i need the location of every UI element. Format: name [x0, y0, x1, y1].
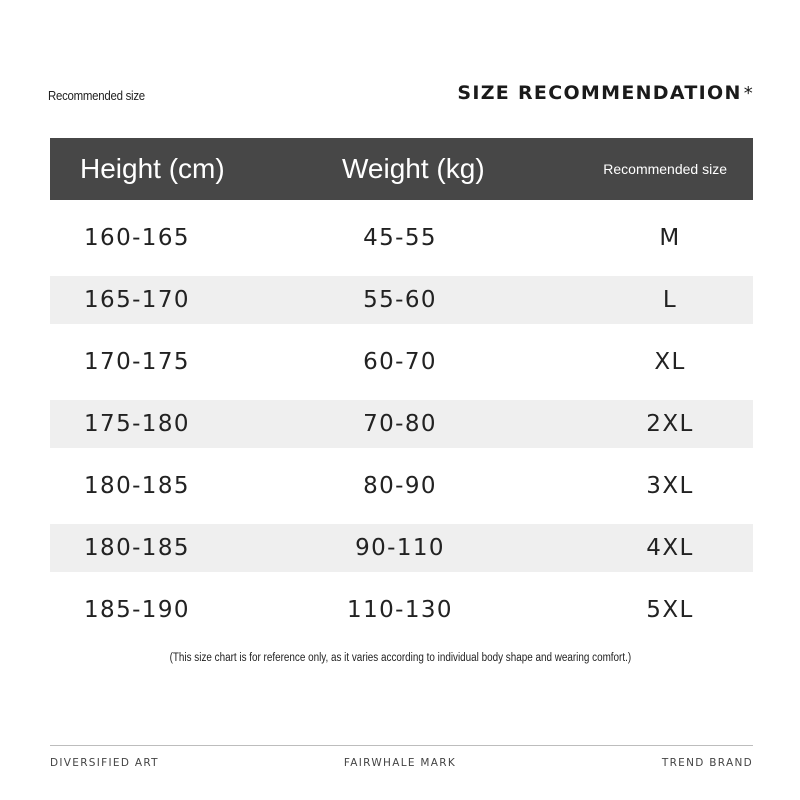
table-row: [50, 586, 753, 634]
cell-height: 180-185: [84, 473, 190, 499]
table-body: [50, 214, 753, 634]
cell-weight: 45-55: [363, 225, 437, 251]
cell-weight: 110-130: [347, 597, 453, 623]
title-asterisk: *: [743, 83, 754, 104]
cell-size: M: [659, 225, 681, 251]
cell-size: 3XL: [646, 473, 694, 499]
footer-center-text: FAIRWHALE MARK: [343, 757, 457, 769]
cell-size: L: [662, 287, 678, 313]
table-header: [50, 138, 753, 200]
table-row: [50, 214, 753, 262]
cell-size: 5XL: [646, 597, 694, 623]
cell-height: 180-185: [84, 535, 190, 561]
cell-height: 160-165: [84, 225, 190, 251]
cell-height: 165-170: [84, 287, 190, 313]
cell-height: 185-190: [84, 597, 190, 623]
table-row: [50, 462, 753, 510]
page-title: [457, 82, 754, 104]
column-header-weight: Weight (kg): [342, 153, 485, 184]
table-row: [50, 276, 753, 324]
cell-weight: 80-90: [363, 473, 437, 499]
footer-divider: [50, 745, 753, 746]
footer-left-text: DIVERSIFIED ART: [50, 757, 159, 769]
cell-weight: 70-80: [363, 411, 437, 437]
page-title-text: SIZE RECOMMENDATION: [457, 82, 742, 104]
column-header-height: Height (cm): [80, 153, 225, 184]
reference-note-text: (This size chart is for reference only, as it varies according to individual body shape and wearing comfort.): [169, 652, 631, 664]
column-header-size: Recommended size: [603, 161, 727, 177]
size-table: [50, 138, 753, 634]
table-row: [50, 338, 753, 386]
table-row: [50, 400, 753, 448]
cell-size: 2XL: [646, 411, 694, 437]
reference-note: [0, 652, 800, 664]
cell-height: 175-180: [84, 411, 190, 437]
cell-weight: 60-70: [363, 349, 437, 375]
footer-right-text: TREND BRAND: [661, 757, 753, 769]
cell-size: 4XL: [646, 535, 694, 561]
cell-weight: 55-60: [363, 287, 437, 313]
cell-size: XL: [654, 349, 686, 375]
table-row: [50, 524, 753, 572]
cell-weight: 90-110: [355, 535, 445, 561]
recommended-size-label: Recommended size: [48, 88, 145, 103]
cell-height: 170-175: [84, 349, 190, 375]
